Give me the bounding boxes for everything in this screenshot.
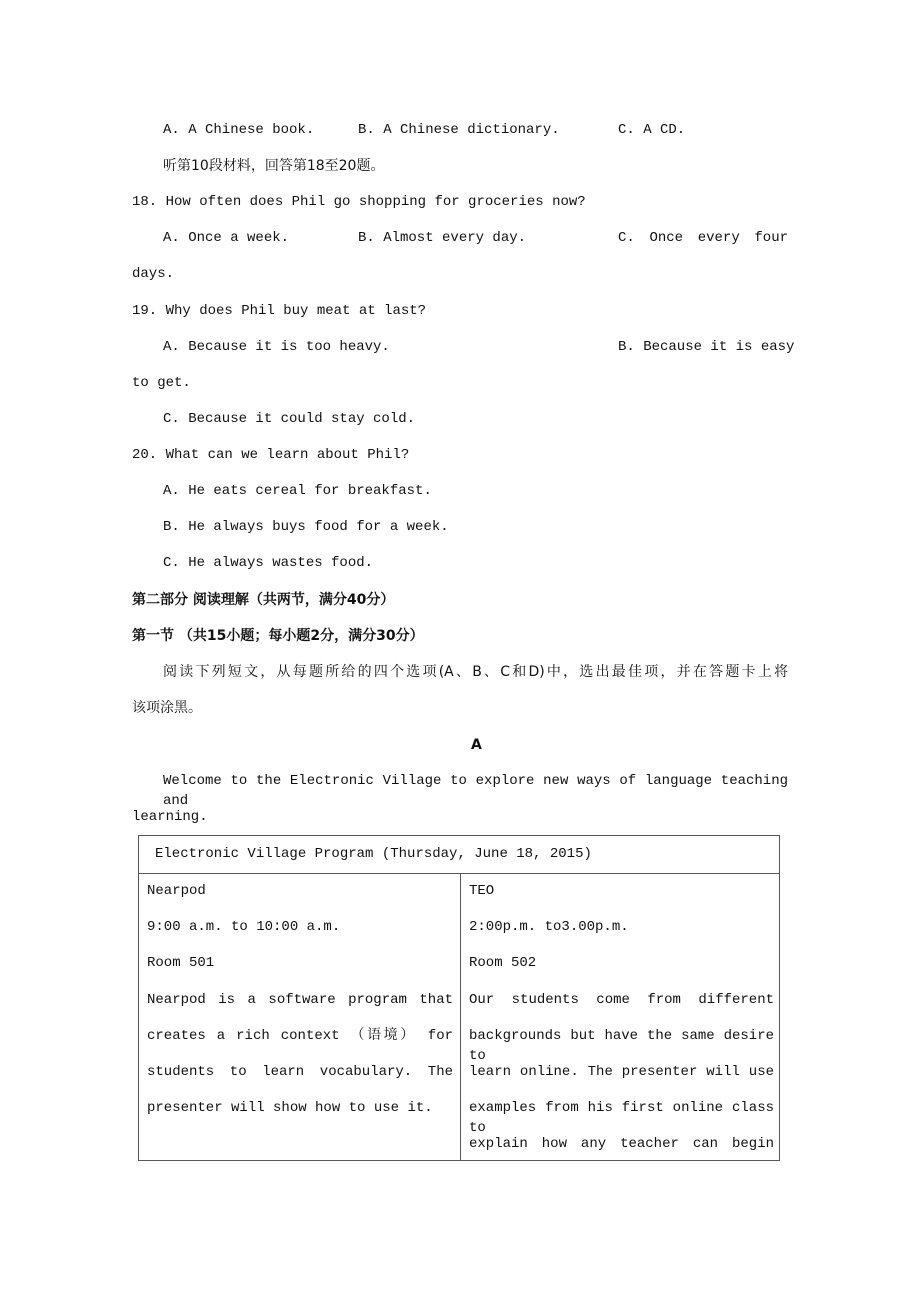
q20-option-a: A. He eats cereal for breakfast. [163,483,432,499]
q19-option-b-cont: to get. [132,375,191,391]
nearpod-line: Room 501 [147,955,215,972]
nearpod-line: creates a rich context （语境） for [147,1027,453,1044]
q18-stem: 18. How often does Phil go shopping for groceries now? [132,194,586,210]
teo-line: backgrounds but have the same desire to [469,1027,774,1064]
table-title: Electronic Village Program (Thursday, June 18, 2015) [155,846,592,862]
q17-option-c: C. A CD. [618,122,686,138]
nearpod-line: presenter will show how to use it. [147,1100,433,1117]
column-divider [460,873,461,1160]
nearpod-line: 9:00 a.m. to 10:00 a.m. [147,919,341,936]
teo-line: learn online. The presenter will use [469,1064,774,1080]
section-10-instruction: 听第10段材料，回答第18至20题。 [163,158,385,174]
q20-option-c: C. He always wastes food. [163,555,374,571]
q18-option-b: B. Almost every day. [358,230,527,246]
nearpod-line: Nearpod is a software program that [147,991,453,1008]
teo-line: Room 502 [469,955,537,972]
nearpod-line: students to learn vocabulary. The [147,1064,453,1080]
q18-option-c-cont: days. [132,266,175,282]
q19-option-a: A. Because it is too heavy. [163,339,390,355]
passage-label: A [471,737,482,753]
passage-intro-line2: learning. [132,809,208,825]
q18-option-a: A. Once a week. [163,230,290,246]
part-2-heading: 第二部分 阅读理解（共两节，满分40分） [132,592,395,608]
q19-option-b: B. Because it is easy [618,339,795,355]
section-1-heading: 第一节 （共15小题；每小题2分，满分30分） [132,628,424,644]
q19-stem: 19. Why does Phil buy meat at last? [132,303,427,319]
teo-line: 2:00p.m. to3.00p.m. [469,919,629,936]
q17-option-b: B. A Chinese dictionary. [358,122,560,138]
q18-option-c: C. Once every four [618,230,788,246]
teo-line: explain how any teacher can begin [469,1136,774,1153]
passage-intro-line1: Welcome to the Electronic Village to explore new ways of language teaching and [163,773,788,809]
table-header-row [139,836,779,874]
q17-option-a: A. A Chinese book. [163,122,315,138]
nearpod-line: Nearpod [147,883,206,899]
teo-line: examples from his first online class to [469,1100,774,1137]
q19-option-c: C. Because it could stay cold. [163,411,416,427]
instructions-line2: 该项涂黑。 [132,700,202,716]
instructions-line1: 阅读下列短文，从每题所给的四个选项(A、B、C和D)中，选出最佳项，并在答题卡上将 [163,664,788,680]
q20-option-b: B. He always buys food for a week. [163,519,449,535]
teo-line: TEO [469,883,495,899]
program-table [138,835,780,1161]
teo-line: Our students come from different [469,991,774,1008]
q20-stem: 20. What can we learn about Phil? [132,447,410,463]
